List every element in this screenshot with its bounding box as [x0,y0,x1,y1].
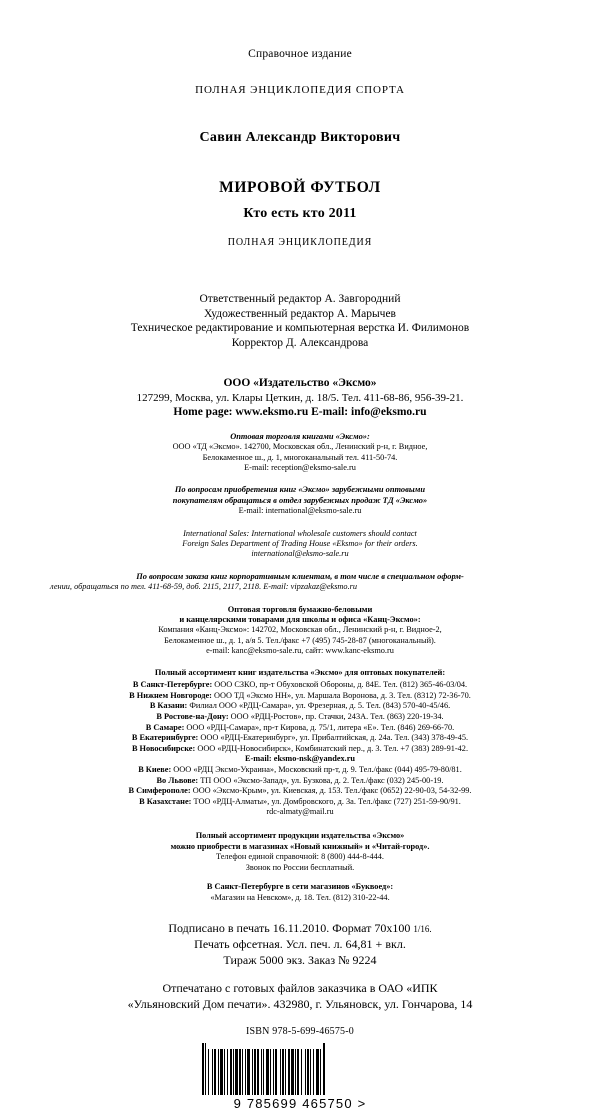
book-kind: ПОЛНАЯ ЭНЦИКЛОПЕДИЯ [227,237,373,248]
region-city: В Ростове-на-Дону: [156,712,229,722]
region-city: В Санкт-Петербурге: [132,680,213,690]
international-sales-email: international@eksmo-sale.ru [251,549,349,559]
region-row [44,701,556,712]
print-info-block [44,921,556,969]
region-detail: Филиал ООО «РДЦ-Самара», ул. Фрезерная, д. 5. Тел. (843) 570-40-45/46. [187,701,451,711]
region-detail: ООО «РДЦ Эксмо-Украина», Московский пр-т, д. 9. Тел./факс (044) 495-79-80/81. [171,765,462,775]
region-detail: ТП ООО «Эксмо-Запад», ул. Бузкова, д. 2. Тел./факс (032) 245-00-19. [198,775,444,785]
region-detail: ООО «РДЦ-Самара», пр-т Кирова, д. 75/1, литера «Е». Тел. (846) 269-66-70. [184,722,455,732]
credit-line: Ответственный редактор А. Завгородний [199,293,401,305]
stationery-header: Оптовая торговля бумажно-беловыми [227,604,373,614]
region-email: E-mail: eksmo-nsk@yandex.ru [244,754,356,764]
print-format-fraction: 1/16. [413,923,432,934]
retail-header-2: можно приобрести в магазинах «Новый книжный» и «Читай-город». [170,841,430,851]
region-city: Во Львове: [156,775,199,785]
region-detail: ООО «РДЦ-Ростов», пр. Стачки, 243А. Тел. (863) 220-19-34. [228,712,444,722]
region-row [44,712,556,723]
stationery-line: Компания «Канц-Эксмо»: 142702, Московская обл., Ленинский р-н, г. Видное-2, [158,625,442,635]
region-row [44,680,556,691]
barcode-number: 9 785699 465750 > [233,1096,367,1111]
publisher-imprint [44,376,556,420]
foreign-purchase-line: E-mail: international@eksmo-sale.ru [238,506,362,516]
book-subtitle: Кто есть кто 2011 [243,206,357,221]
foreign-purchase-header: По вопросам приобретения книг «Эксмо» зарубежными оптовыми [174,485,426,495]
print-run: Тираж 5000 экз. Заказ № 9224 [223,952,377,967]
credits-block [44,292,556,350]
book-title: МИРОВОЙ ФУТБОЛ [219,179,381,196]
region-city: В Самаре: [145,722,185,732]
corporate-orders-block [50,572,550,593]
print-date-text: Подписано в печать 16.11.2010. Формат 70х100 [168,920,414,935]
region-city: В Казахстане: [139,796,192,806]
region-city: В Казани: [149,701,188,711]
international-sales-block [44,529,556,560]
region-detail: ООО «РДЦ-Екатеринбург», ул. Прибалтийская, д. 24а. Тел. (343) 378-49-45. [198,733,469,743]
publisher-address: 127299, Москва, ул. Клары Цеткин, д. 18/5. Тел. 411-68-86, 956-39-21. [136,391,464,404]
author-name: Савин Александр Викторович [199,130,401,145]
stationery-header-2: и канцелярскими товарами для школы и офиса «Канц-Эксмо»: [179,615,421,625]
region-row [44,776,556,787]
publisher-homepage: Home page: www.eksmo.ru E-mail: info@eksmo.ru [173,406,427,419]
region-city: В Симферополе: [128,786,191,796]
retail-header-1: Полный ассортимент продукции издательства «Эксмо» [195,831,405,840]
region-detail: ООО «РДЦ-Новосибирск», Комбинатский пер., д. 3. Тел. +7 (383) 289-91-42. [195,743,469,753]
region-row [44,691,556,702]
retail-block [44,831,556,904]
wholesale-line: ООО «ТД «Эксмо». 142700, Московская обл., Ленинский р-н, г. Видное, [172,442,428,452]
international-sales-header: International Sales: International wholesale customers should contact [183,528,417,538]
series-label: Справочное издание [248,48,352,60]
region-city: В Екатеринбурге: [131,733,199,743]
publisher-name: ООО «Издательство «Эксмо» [223,377,377,389]
international-sales-line: Foreign Sales Department of Trading House «Eksmo» for their orders. [182,539,418,549]
isbn-text: ISBN 978-5-699-46575-0 [245,1026,354,1038]
collection-label: ПОЛНАЯ ЭНЦИКЛОПЕДИЯ СПОРТА [195,84,405,96]
region-email: rdc-almaty@mail.ru [266,807,334,817]
barcode-wrapper [44,1043,556,1111]
wholesale-header: Оптовая торговля книгами «Эксмо»: [230,431,370,441]
retail-phone-note: Звонок по России бесплатный. [245,862,355,872]
corporate-orders-header: По вопросам заказа книг корпоративным клиентам, в том числе в специальном оформ- [136,571,464,581]
bookvoed-address: «Магазин на Невском», д. 18. Тел. (812) 310-22-44. [210,892,390,902]
printer-line: «Ульяновский Дом печати». 432980, г. Ульяновск, ул. Гончарова, 14 [127,996,473,1011]
regional-offices-header: Полный ассортимент книг издательства «Эксмо» для оптовых покупателей: [154,667,446,677]
regional-offices-block [44,668,556,818]
retail-phone: Телефон единой справочной: 8 (800) 444-8-444. [216,852,384,862]
region-row [44,786,556,797]
barcode-bars [202,1043,398,1095]
region-city: В Киеве: [138,765,172,775]
barcode [202,1043,398,1111]
region-row [44,723,556,734]
stationery-line: e-mail: kanc@eksmo-sale.ru, сайт: www.kanc-eksmo.ru [206,646,394,656]
region-detail: ООО ТД «Эксмо НН», ул. Маршала Воронова, д. 3. Тел. (8312) 72-36-70. [211,690,471,700]
credit-line: Техническое редактирование и компьютерная верстка И. Филимонов [130,322,470,334]
region-detail: ООО СЗКО, пр-т Обуховской Обороны, д. 84Е. Тел. (812) 365-46-03/04. [212,680,468,690]
corporate-orders-line: лении, обращаться по тел. 411-68-59, доб. 2115, 2117, 2118. E-mail: vipzakaz@eksmo.ru [50,582,358,592]
region-detail: ООО «Эксмо-Крым», ул. Киевская, д. 153. Тел./факс (0652) 22-90-03, 54-32-99. [190,786,472,796]
credit-line: Художественный редактор А. Марычев [203,307,396,320]
foreign-purchase-header-2: покупателям обращаться в отдел зарубежных продаж ТД «Эксмо» [172,495,428,505]
region-row [44,797,556,808]
credit-line: Корректор Д. Александрова [231,336,369,349]
stationery-block [44,605,556,657]
region-detail: ТОО «РДЦ-Алматы», ул. Домбровского, д. 3а. Тел./факс (727) 251-59-90/91. [191,796,461,806]
wholesale-line: Белокаменное ш., д. 1, многоканальный тел. 411-50-74. [202,452,398,462]
print-date-format [44,921,556,938]
region-row [44,744,556,755]
region-row [44,733,556,744]
foreign-purchase-block [44,485,556,516]
region-city: В Новосибирске: [131,743,196,753]
printer-block [44,981,556,1012]
region-city: В Нижнем Новгороде: [129,690,212,700]
printer-line: Отпечатано с готовых файлов заказчика в ОАО «ИПК [162,981,438,996]
wholesale-block [44,432,556,474]
bookvoed-header: В Санкт-Петербурге в сети магазинов «Буквоед»: [206,882,394,892]
wholesale-line: E-mail: reception@eksmo-sale.ru [244,463,356,472]
region-row [44,765,556,776]
stationery-line: Белокаменное ш., д. 1, а/я 5. Тел./факс +7 (495) 745-28-87 (многоканальный). [164,635,436,645]
print-sheets: Печать офсетная. Усл. печ. л. 64,81 + вкл. [194,937,406,952]
